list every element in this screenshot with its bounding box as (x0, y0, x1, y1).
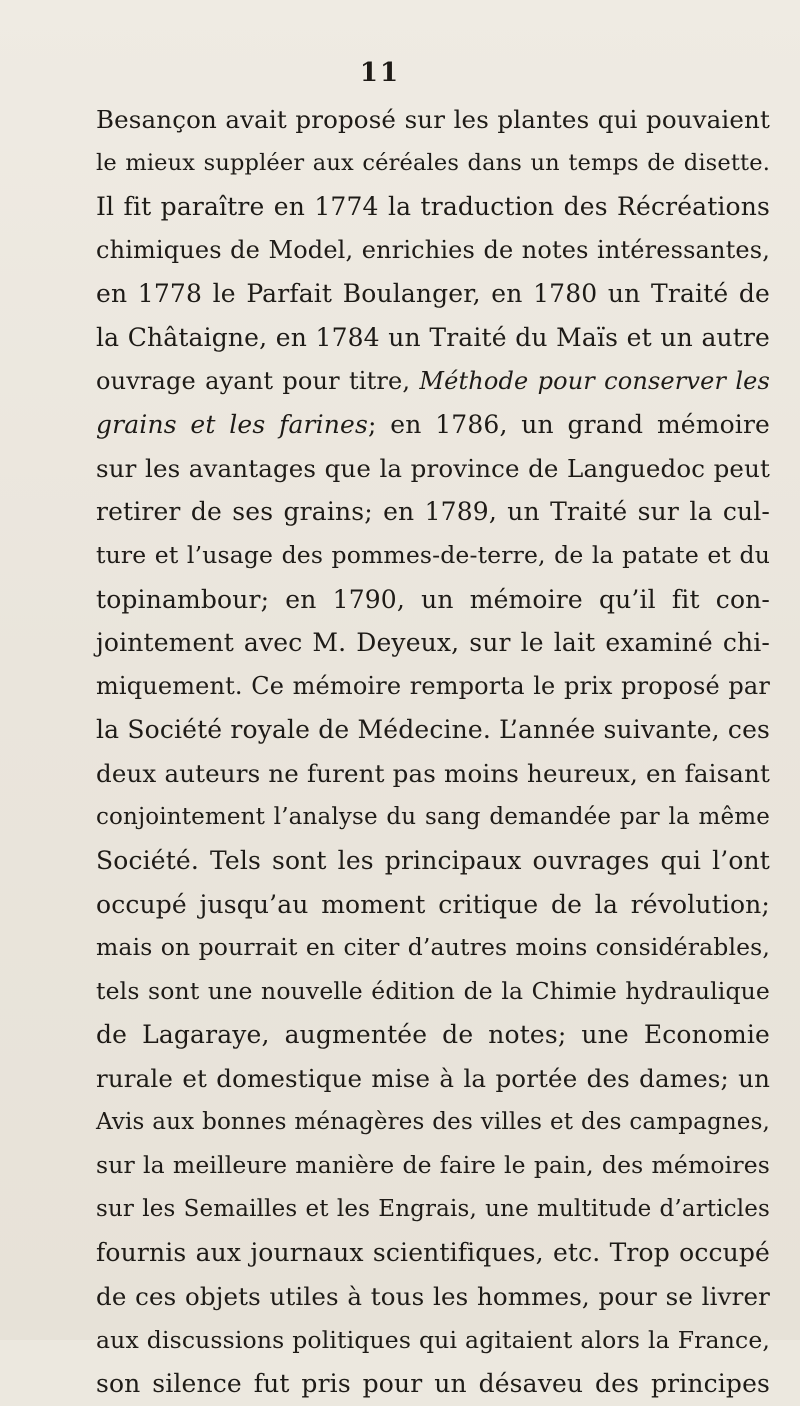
text-line: topinambour; en 1790, un mémoire qu’il fit con- (96, 584, 770, 614)
text-line: Avis aux bonnes ménagères des villes et des campagnes, (96, 1108, 770, 1135)
text-line: de Lagaraye, augmentée de notes; une Economie (96, 1020, 770, 1050)
text-line: miquement. Ce mémoire remporta le prix proposé par (96, 671, 770, 700)
text-line: la Châtaigne, en 1784 un Traité du Maïs et un autre (96, 322, 770, 352)
text-line-roman: ouvrage ayant pour titre, (96, 366, 420, 395)
text-line-roman: ; en 1786, un grand mémoire (367, 410, 770, 440)
text-line: rurale et domestique mise à la portée des dames; un (96, 1064, 770, 1094)
text-line: aux discussions politiques qui agitaient alors la France, (96, 1325, 770, 1354)
body-text (96, 98, 770, 1406)
text-line: fournis aux journaux scientifiques, etc. Trop occupé (96, 1238, 770, 1268)
text-line: chimiques de Model, enrichies de notes intéressantes, (96, 235, 770, 264)
text-line: sur les Semailles et les Engrais, une multitude d’articles (96, 1195, 770, 1222)
text-line: Il fit paraître en 1774 la traduction des Récréations (96, 192, 770, 222)
text-line: mais on pourrait en citer d’autres moins considérables, (96, 933, 770, 962)
italic-title: Méthode pour conserver les (419, 366, 770, 395)
text-line: deux auteurs ne furent pas moins heureux, en faisant (96, 758, 770, 788)
text-line: en 1778 le Parfait Boulanger, en 1780 un Traité de (96, 279, 770, 309)
italic-title: grains et les farines (96, 410, 368, 440)
page-number: 11 (359, 58, 401, 88)
text-line: de ces objets utiles à tous les hommes, pour se livrer (96, 1282, 770, 1312)
text-line: ture et l’usage des pommes-de-terre, de la patate et du (96, 540, 770, 569)
text-line (96, 403, 770, 447)
text-line: tels sont une nouvelle édition de la Chimie hydraulique (96, 976, 770, 1005)
text-line: occupé jusqu’au moment critique de la révolution; (96, 889, 770, 919)
text-line: Société. Tels sont les principaux ouvrages qui l’ont (96, 846, 770, 876)
text-line: conjointement l’analyse du sang demandée par la même (96, 803, 770, 830)
text-line: jointement avec M. Deyeux, sur le lait examiné chi- (96, 628, 770, 658)
text-line: retirer de ses grains; en 1789, un Traité sur la cul- (96, 497, 770, 527)
text-line: son silence fut pris pour un désaveu des principes (96, 1369, 770, 1399)
text-line: la Société royale de Médecine. L’année suivante, ces (96, 715, 770, 745)
text-line: sur les avantages que la province de Languedoc peut (96, 453, 770, 483)
text-line (96, 360, 770, 404)
text-line: le mieux suppléer aux céréales dans un temps de disette. (96, 149, 770, 176)
text-line: Besançon avait proposé sur les plantes qui pouvaient (96, 105, 770, 134)
text-line: sur la meilleure manière de faire le pain, des mémoires (96, 1151, 770, 1180)
